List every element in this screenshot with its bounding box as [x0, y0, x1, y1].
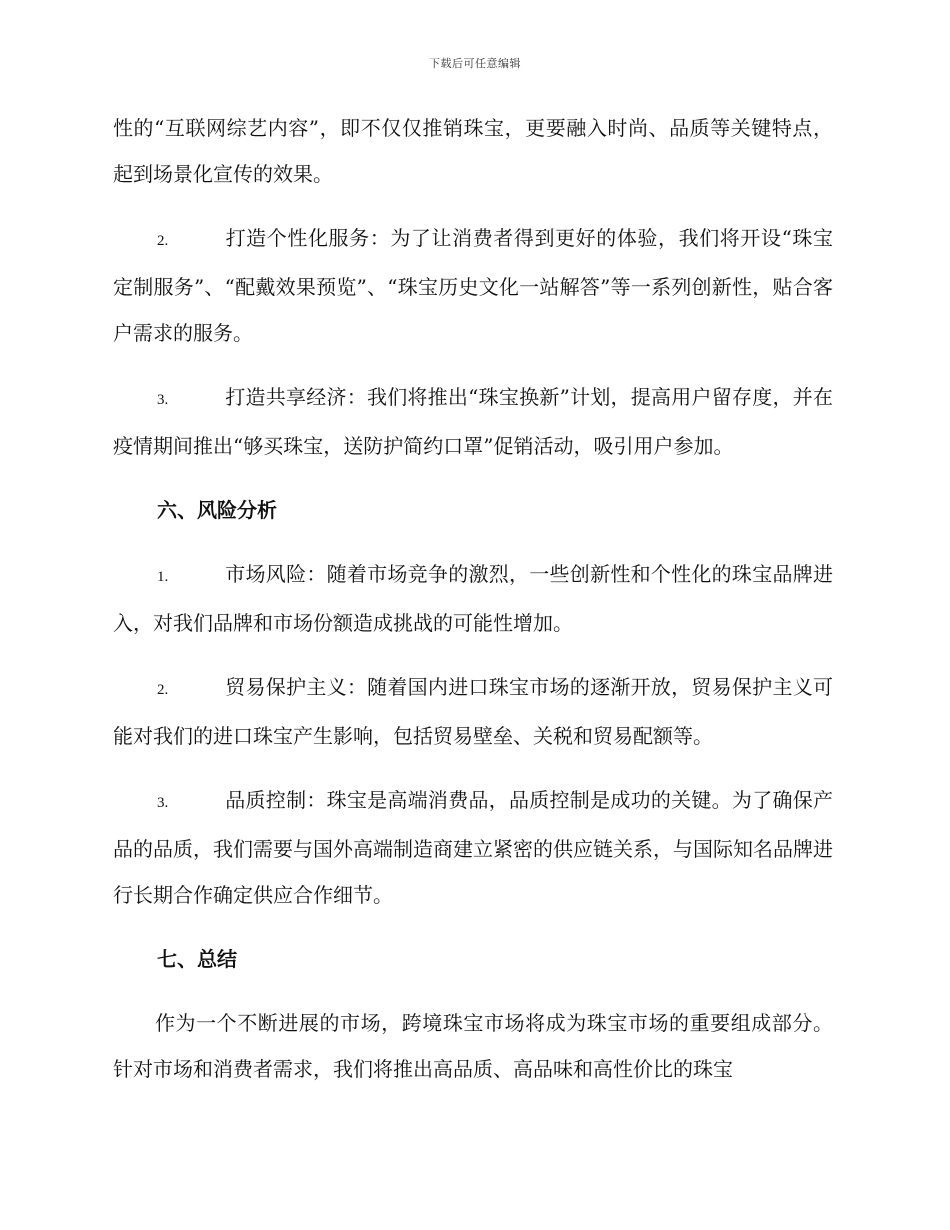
- intro-paragraph: 性的“互联网综艺内容”，即不仅仅推销珠宝，更要融入时尚、品质等关键特点，起到场景化宣传的效果。: [113, 116, 833, 186]
- list-item: [113, 664, 833, 759]
- list-text: 市场风险：随着市场竞争的激烈，一些创新性和个性化的珠宝品牌进入，对我们品牌和市场份额造成挑战的可能性增加。: [113, 562, 833, 635]
- list-number: 1.: [157, 569, 169, 585]
- list-number: 2.: [157, 682, 169, 698]
- list-item: [113, 551, 833, 646]
- summary-paragraph: 作为一个不断进展的市场，跨境珠宝市场将成为珠宝市场的重要组成部分。针对市场和消费者需求，我们将推出高品质、高品味和高性价比的珠宝: [113, 1011, 833, 1081]
- list-item: [113, 777, 833, 918]
- list-text: 品质控制：珠宝是高端消费品，品质控制是成功的关键。为了确保产品的品质，我们需要与国外高端制造商建立紧密的供应链关系，与国际知名品牌进行长期合作确定供应合作细节。: [113, 788, 833, 907]
- list-number: 3.: [157, 392, 169, 408]
- list-item: [113, 374, 833, 469]
- list-item: [113, 215, 833, 356]
- list-text: 贸易保护主义：随着国内进口珠宝市场的逐渐开放，贸易保护主义可能对我们的进口珠宝产生影响，包括贸易壁垒、关税和贸易配额等。: [113, 675, 833, 748]
- section-heading-summary: 七、总结: [157, 947, 237, 971]
- section-heading-risk: 六、风险分析: [157, 498, 277, 522]
- list-text: 打造个性化服务：为了让消费者得到更好的体验，我们将开设“珠宝定制服务”、“配戴效果预览”、“珠宝历史文化一站解答”等一系列创新性，贴合客户需求的服务。: [113, 226, 833, 345]
- document-body: [113, 105, 833, 1110]
- list-number: 3.: [157, 795, 169, 811]
- list-number: 2.: [157, 233, 169, 249]
- page-header: 下载后可任意编辑: [429, 57, 521, 70]
- list-text: 打造共享经济：我们将推出“珠宝换新”计划，提高用户留存度，并在疫情期间推出“够买珠宝，送防护简约口罩”促销活动，吸引用户参加。: [113, 385, 833, 458]
